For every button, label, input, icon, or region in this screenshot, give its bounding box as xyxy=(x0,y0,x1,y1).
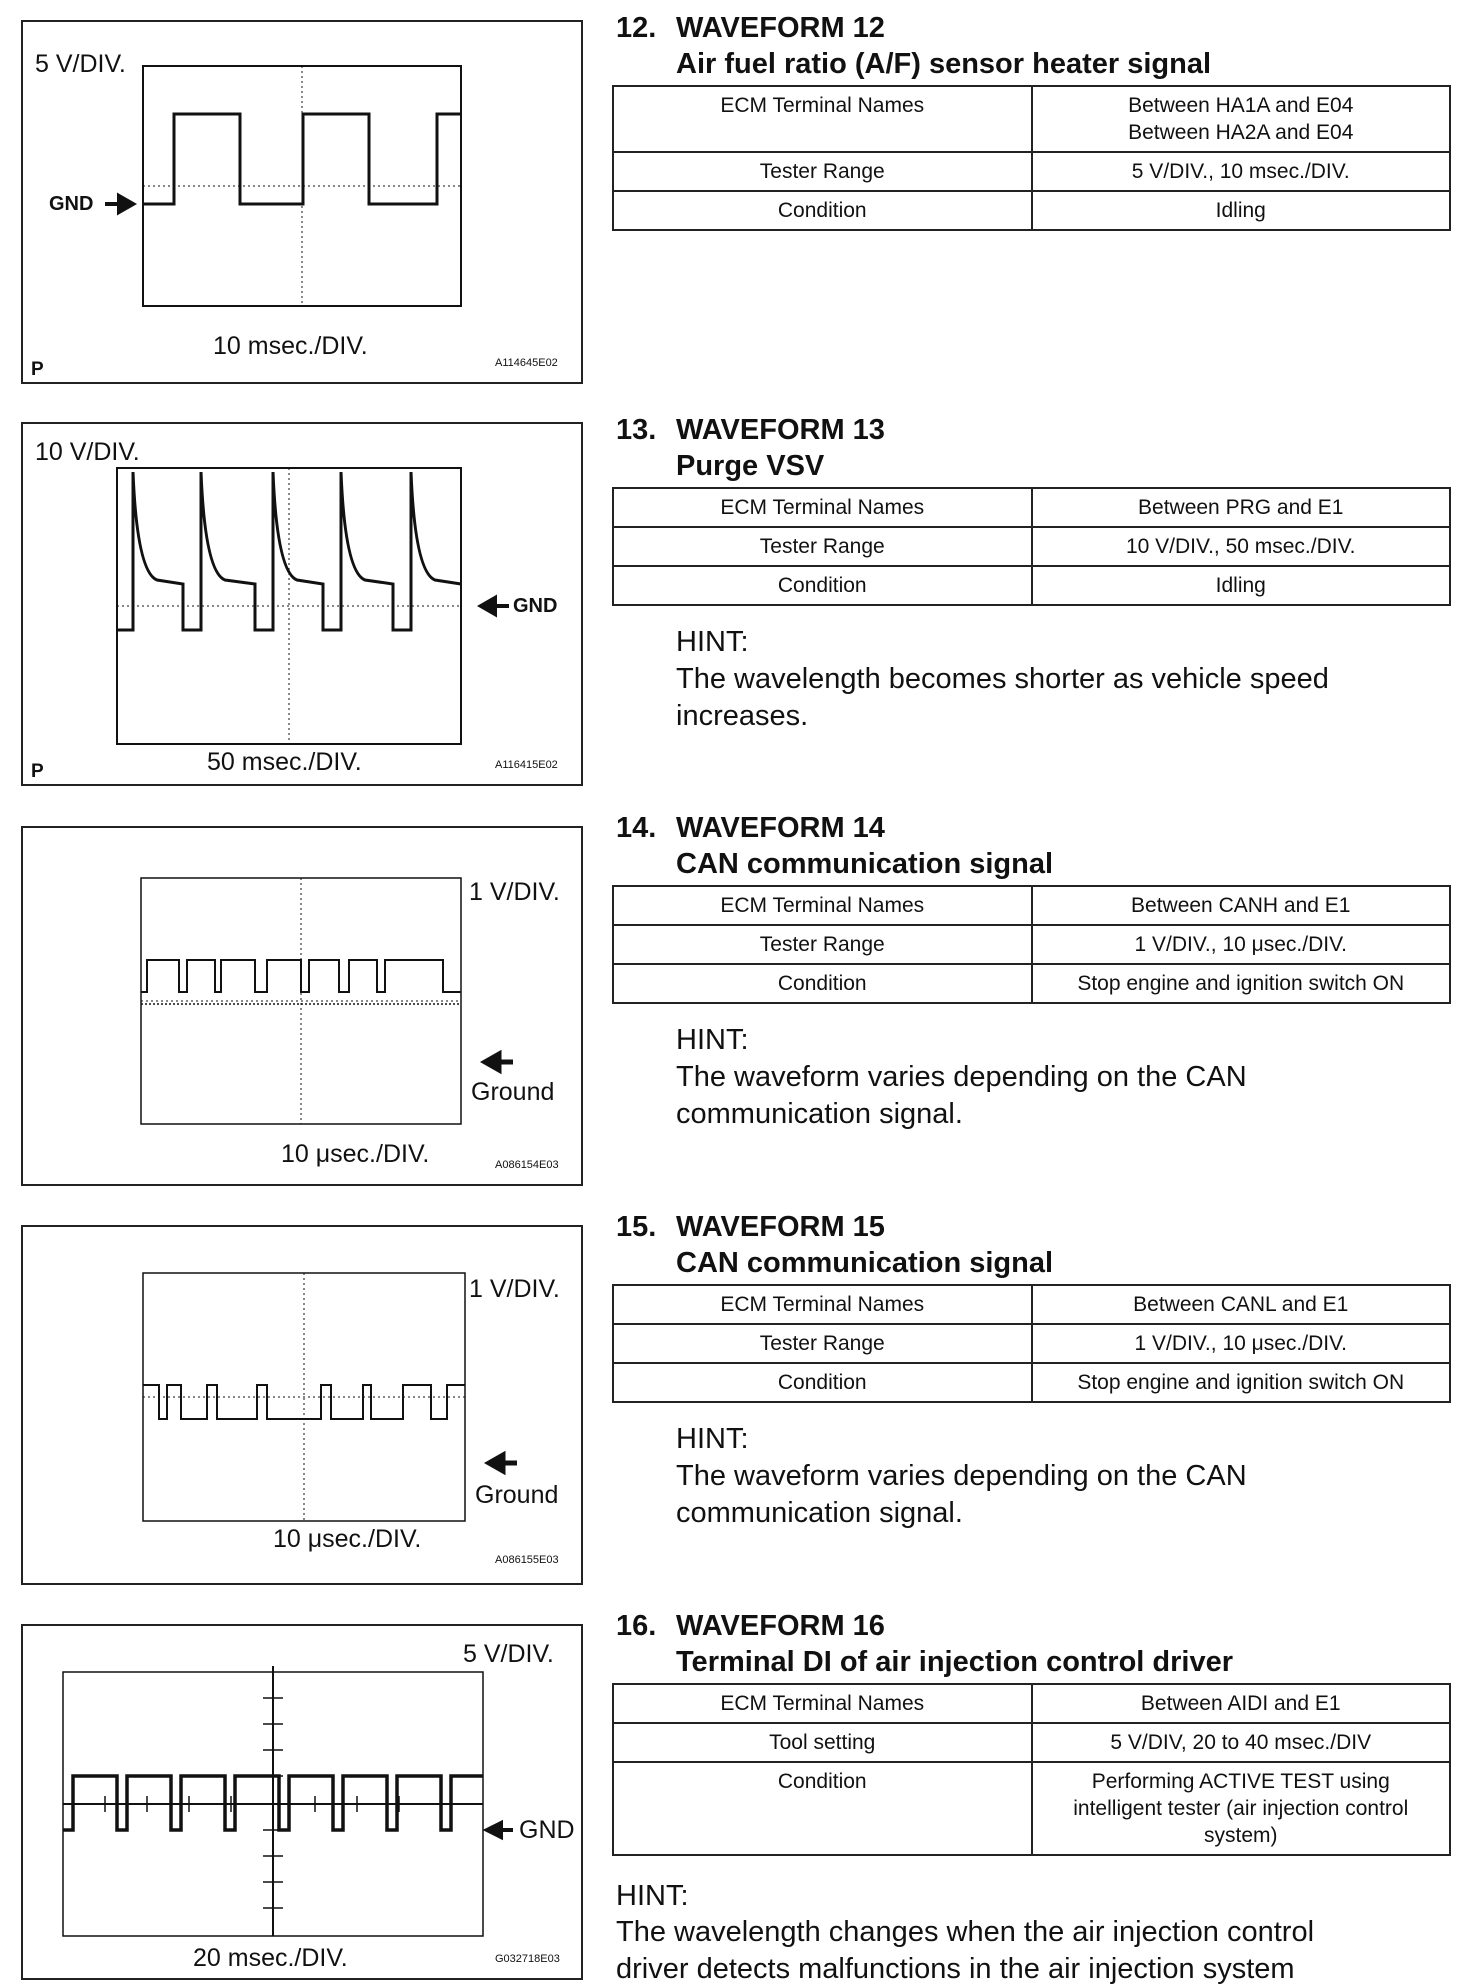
spec-table-13 xyxy=(612,487,1451,606)
waveform-figure-14 xyxy=(21,826,583,1186)
hint-text: The waveform varies depending on the CAN communication signal. xyxy=(676,1460,1247,1529)
waveform-section-12 xyxy=(0,0,1472,400)
section-subtitle: Purge VSV xyxy=(676,450,825,482)
gnd-arrow-icon xyxy=(105,196,133,212)
volts-per-div-label: 1 V/DIV. xyxy=(469,878,560,906)
hint-text: The wavelength changes when the air injection control driver detects malfunctions in the air injection system xyxy=(616,1916,1315,1985)
figure-code: A114645E02 xyxy=(495,357,558,369)
volts-per-div-label: 1 V/DIV. xyxy=(469,1275,560,1303)
hint-text: The wavelength becomes shorter as vehicle speed increases. xyxy=(676,663,1329,732)
section-heading: 13. WAVEFORM 13 xyxy=(616,414,885,446)
section-heading: 15. WAVEFORM 15 xyxy=(616,1211,885,1243)
table-row: Tester Range 1 V/DIV., 10 μsec./DIV. xyxy=(613,1324,1450,1363)
gnd-label: GND xyxy=(49,193,94,215)
spec-table-16 xyxy=(612,1683,1451,1856)
page-mark: P xyxy=(31,761,44,782)
table-row: Condition Performing ACTIVE TEST using intelligent tester (air injection control system) xyxy=(613,1762,1450,1855)
table-row: ECM Terminal Names Between PRG and E1 xyxy=(613,488,1450,527)
waveform-figure-15 xyxy=(21,1225,583,1585)
time-per-div-label: 10 μsec./DIV. xyxy=(281,1140,430,1168)
volts-per-div-label: 10 V/DIV. xyxy=(35,438,140,466)
table-row: Tool setting 5 V/DIV, 20 to 40 msec./DIV xyxy=(613,1723,1450,1762)
time-per-div-label: 50 msec./DIV. xyxy=(207,748,362,776)
oscilloscope-screen-13 xyxy=(23,424,581,784)
spec-table-14 xyxy=(612,885,1451,1004)
section-subtitle: CAN communication signal xyxy=(676,1247,1054,1279)
table-row: Condition Idling xyxy=(613,566,1450,605)
hint-label: HINT: xyxy=(616,1880,689,1912)
table-row: Condition Stop engine and ignition switch ON xyxy=(613,1363,1450,1402)
table-row: Condition Stop engine and ignition switch ON xyxy=(613,964,1450,1003)
hint-label: HINT: xyxy=(676,1423,749,1455)
table-row: Condition Idling xyxy=(613,191,1450,230)
table-row: Tester Range 5 V/DIV., 10 msec./DIV. xyxy=(613,152,1450,191)
gnd-arrow-icon xyxy=(487,1823,513,1837)
waveform-figure-16 xyxy=(21,1624,583,1980)
spec-table-15 xyxy=(612,1284,1451,1403)
figure-code: A086154E03 xyxy=(495,1159,559,1171)
table-row: ECM Terminal Names Between AIDI and E1 xyxy=(613,1684,1450,1723)
hint-text: The waveform varies depending on the CAN communication signal. xyxy=(676,1061,1247,1130)
figure-code: G032718E03 xyxy=(495,1953,560,1965)
section-subtitle: CAN communication signal xyxy=(676,848,1054,880)
ground-label: Ground xyxy=(471,1078,555,1106)
section-heading: 16. WAVEFORM 16 xyxy=(616,1610,885,1642)
time-per-div-label: 10 μsec./DIV. xyxy=(273,1525,422,1553)
waveform-figure-12 xyxy=(21,20,583,384)
table-row: ECM Terminal Names Between CANL and E1 xyxy=(613,1285,1450,1324)
volts-per-div-label: 5 V/DIV. xyxy=(463,1640,554,1668)
time-per-div-label: 20 msec./DIV. xyxy=(193,1944,348,1972)
table-row: Tester Range 10 V/DIV., 50 msec./DIV. xyxy=(613,527,1450,566)
volts-per-div-label: 5 V/DIV. xyxy=(35,50,126,78)
table-row: ECM Terminal Names Between HA1A and E04 Between HA2A and E04 xyxy=(613,86,1450,152)
waveform-section-14 xyxy=(0,800,1472,1200)
ground-arrow-icon xyxy=(489,1455,517,1471)
section-subtitle: Air fuel ratio (A/F) sensor heater signal xyxy=(676,48,1211,80)
time-per-div-label: 10 msec./DIV. xyxy=(213,332,368,360)
hint-label: HINT: xyxy=(676,626,749,658)
waveform-figure-13 xyxy=(21,422,583,786)
waveform-section-15 xyxy=(0,1199,1472,1599)
oscilloscope-screen-16 xyxy=(23,1626,581,1978)
waveform-section-13 xyxy=(0,402,1472,802)
table-row: ECM Terminal Names Between CANH and E1 xyxy=(613,886,1450,925)
waveform-section-16 xyxy=(0,1598,1472,1985)
figure-code: A086155E03 xyxy=(495,1554,559,1566)
gnd-label: GND xyxy=(513,595,558,617)
gnd-arrow-icon xyxy=(481,598,509,614)
spec-table-12 xyxy=(612,85,1451,231)
table-row: Tester Range 1 V/DIV., 10 μsec./DIV. xyxy=(613,925,1450,964)
section-heading: 14. WAVEFORM 14 xyxy=(616,812,885,844)
waveform-trace-12 xyxy=(143,114,461,204)
gnd-label: GND xyxy=(519,1816,575,1844)
ground-arrow-icon xyxy=(485,1054,513,1070)
page-mark: P xyxy=(31,359,44,380)
hint-label: HINT: xyxy=(676,1024,749,1056)
ground-label: Ground xyxy=(475,1481,559,1509)
waveform-trace-14 xyxy=(141,960,461,992)
figure-code: A116415E02 xyxy=(495,759,558,771)
section-subtitle: Terminal DI of air injection control driver xyxy=(676,1646,1234,1678)
section-heading: 12. WAVEFORM 12 xyxy=(616,12,885,44)
